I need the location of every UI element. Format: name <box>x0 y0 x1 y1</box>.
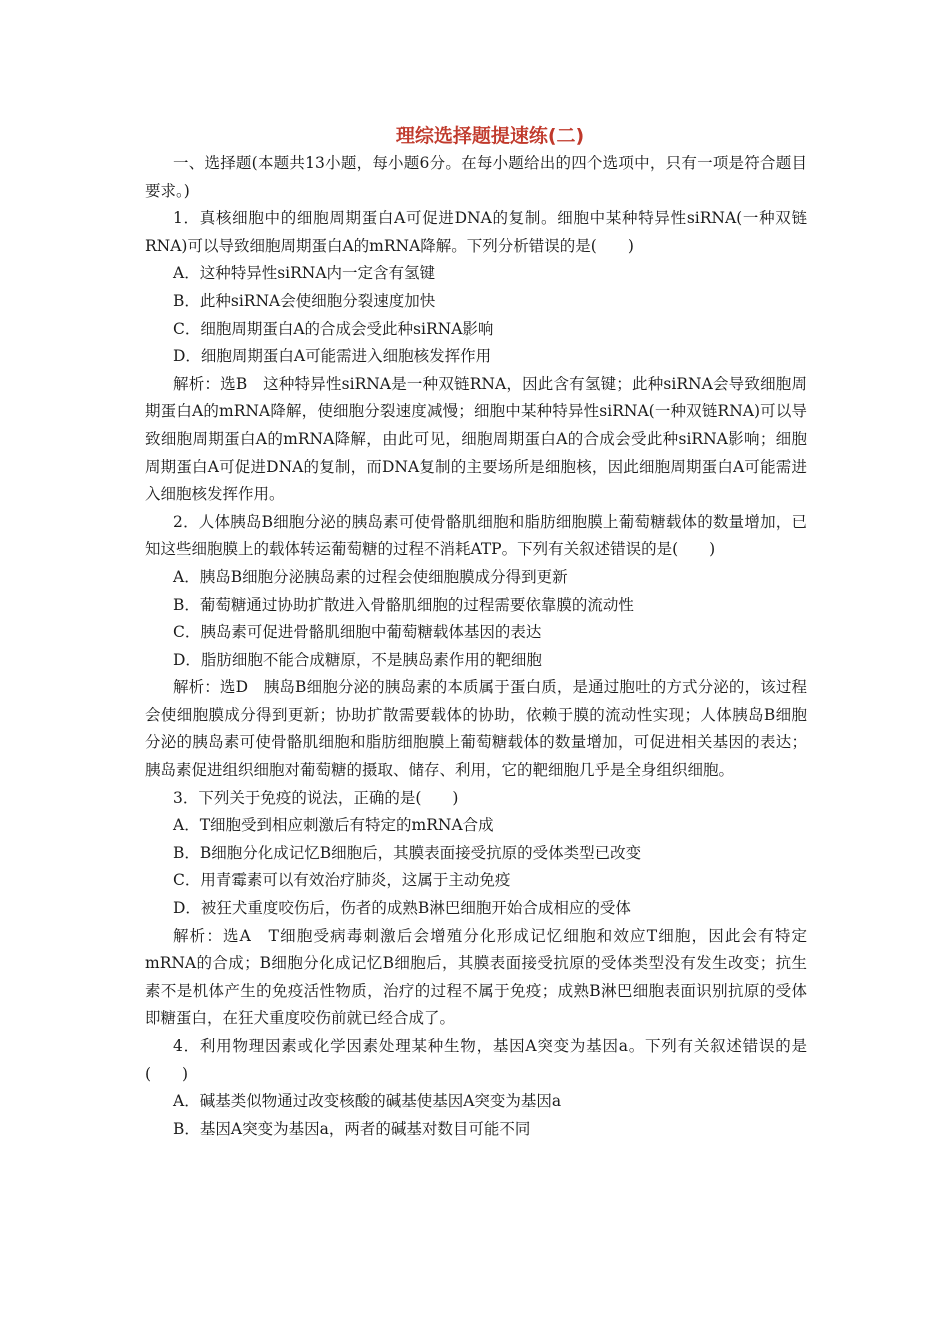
option-a: A．T细胞受到相应刺激后有特定的mRNA合成 <box>173 816 494 835</box>
question-analysis: 解析：选D 胰岛B细胞分泌的胰岛素的本质属于蛋白质，是通过胞吐的方式分泌的，该过程会使细胞膜成分得到更新；协助扩散需要载体的协助，依赖于膜的流动性实现；人体胰岛B细胞分泌的胰岛素可使骨骼肌细胞和脂肪细胞膜上葡萄糖载体的数量增加，可促进相关基因的表达；胰岛素促进组织细胞对葡萄糖的摄取、储存、利用，它的靶细胞几乎是全身组织细胞。 <box>145 678 807 780</box>
option-d: D．被狂犬重度咬伤后，伤者的成熟B淋巴细胞开始合成相应的受体 <box>173 899 631 918</box>
question-3 <box>145 785 807 1033</box>
option-b: B．基因A突变为基因a，两者的碱基对数目可能不同 <box>173 1119 531 1138</box>
question-1 <box>145 205 807 509</box>
question-analysis: 解析：选A T细胞受病毒刺激后会增殖分化形成记忆细胞和效应T细胞，因此会有特定mRNA的合成；B细胞分化成记忆B细胞后，其膜表面接受抗原的受体类型没有发生改变；抗生素不是机体产生的免疫活性物质，治疗的过程不属于免疫；成熟B淋巴细胞表面识别抗原的受体即糖蛋白，在狂犬重度咬伤前就已经合成了。 <box>145 926 807 1028</box>
option-d: D．细胞周期蛋白A可能需进入细胞核发挥作用 <box>173 347 492 366</box>
question-2 <box>145 509 807 785</box>
question-4 <box>145 1033 807 1143</box>
option-a: A．碱基类似物通过改变核酸的碱基使基因A突变为基因a <box>173 1092 562 1111</box>
question-stem: 3．下列关于免疫的说法，正确的是( ) <box>173 788 459 807</box>
option-a: A．胰岛B细胞分泌胰岛素的过程会使细胞膜成分得到更新 <box>173 567 568 586</box>
option-b: B．此种siRNA会使细胞分裂速度加快 <box>173 291 436 310</box>
page-title: 理综选择题提速练(二) <box>395 125 585 147</box>
question-stem: 1．真核细胞中的细胞周期蛋白A可促进DNA的复制。细胞中某种特异性siRNA(一种双链RNA)可以导致细胞周期蛋白A的mRNA降解。下列分析错误的是( ) <box>145 209 807 255</box>
option-b: B．B细胞分化成记忆B细胞后，其膜表面接受抗原的受体类型已改变 <box>173 843 642 862</box>
option-c: C．细胞周期蛋白A的合成会受此种siRNA影响 <box>173 319 494 338</box>
question-stem: 4．利用物理因素或化学因素处理某种生物，基因A突变为基因a。下列有关叙述错误的是( ) <box>145 1037 807 1083</box>
option-d: D．脂肪细胞不能合成糖原，不是胰岛素作用的靶细胞 <box>173 650 542 669</box>
option-b: B．葡萄糖通过协助扩散进入骨骼肌细胞的过程需要依靠膜的流动性 <box>173 595 634 614</box>
question-stem: 2．人体胰岛B细胞分泌的胰岛素可使骨骼肌细胞和脂肪细胞膜上葡萄糖载体的数量增加，已知这些细胞膜上的载体转运葡萄糖的过程不消耗ATP。下列有关叙述错误的是( ) <box>145 512 807 559</box>
section-intro: 一、选择题(本题共13小题，每小题6分。在每小题给出的四个选项中，只有一项是符合题目要求。) <box>145 154 807 200</box>
document-body <box>145 122 807 1143</box>
option-c: C．用青霉素可以有效治疗肺炎，这属于主动免疫 <box>173 871 511 890</box>
option-a: A．这种特异性siRNA内一定含有氢键 <box>173 264 436 283</box>
question-analysis: 解析：选B 这种特异性siRNA是一种双链RNA，因此含有氢键；此种siRNA会导致细胞周期蛋白A的mRNA降解，使细胞分裂速度减慢；细胞中某种特异性siRNA(一种双链RNA)可以导致细胞周期蛋白A的mRNA降解，由此可见，细胞周期蛋白A的合成会受此种siRNA影响；细胞周期蛋白A可促进DNA的复制，而DNA复制的主要场所是细胞核，因此细胞周期蛋白A可能需进入细胞核发挥作用。 <box>145 374 807 504</box>
option-c: C．胰岛素可促进骨骼肌细胞中葡萄糖载体基因的表达 <box>173 623 542 642</box>
